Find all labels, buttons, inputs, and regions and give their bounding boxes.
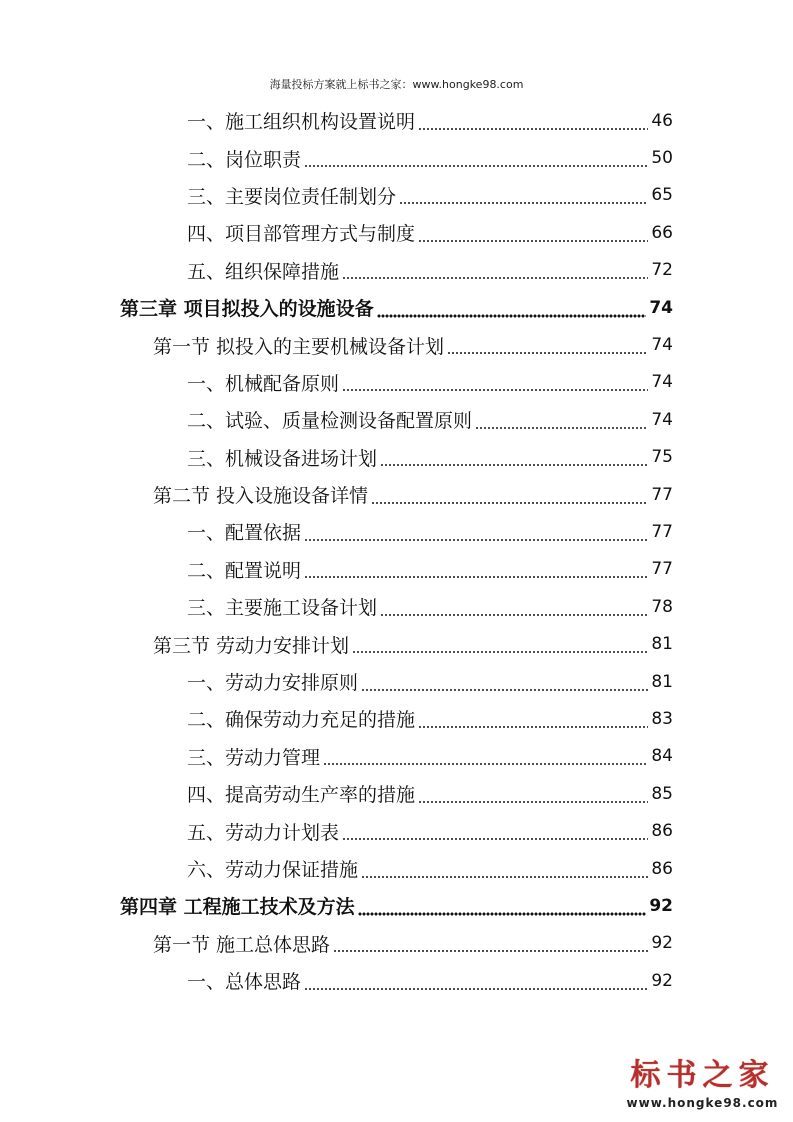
toc-subsection-entry[interactable]: [0, 102, 793, 139]
toc-dot-leader: [361, 682, 648, 692]
toc-page-number: 92: [651, 970, 673, 991]
toc-dot-leader: [333, 943, 648, 953]
toc-dot-leader: [361, 869, 648, 879]
toc-entry-title: 三、劳动力管理: [187, 746, 321, 769]
brand-logo: [620, 1058, 785, 1110]
toc-dot-leader: [304, 158, 648, 168]
toc-entry-title: 第二节 投入设施设备详情: [153, 485, 369, 508]
toc-subsection-entry[interactable]: [0, 439, 793, 476]
toc-page-number: 50: [651, 148, 673, 169]
toc-dot-leader: [304, 981, 648, 991]
toc-entry-title: 五、劳动力计划表: [187, 821, 340, 844]
toc-entry-title: 二、岗位职责: [187, 148, 302, 171]
toc-subsection-entry[interactable]: [0, 551, 793, 588]
toc-dot-leader: [304, 532, 648, 542]
toc-page-number: 83: [651, 708, 673, 729]
toc-entry-title: 三、机械设备进场计划: [187, 447, 378, 470]
toc-entry-title: 三、主要施工设备计划: [187, 597, 378, 620]
toc-entry-title: 二、配置说明: [187, 559, 302, 582]
toc-subsection-entry[interactable]: [0, 738, 793, 775]
toc-dot-leader: [342, 831, 648, 841]
toc-page-number: 74: [649, 297, 673, 318]
toc-dot-leader: [418, 719, 648, 729]
toc-subsection-entry[interactable]: [0, 588, 793, 625]
toc-entry-title: 一、总体思路: [187, 971, 302, 994]
toc-section-entry[interactable]: [0, 476, 793, 513]
toc-dot-leader: [352, 644, 648, 654]
toc-subsection-entry[interactable]: [0, 700, 793, 737]
toc-dot-leader: [380, 607, 648, 617]
toc-page-number: 92: [651, 933, 673, 954]
toc-dot-leader: [304, 569, 648, 579]
toc-entry-title: 一、配置依据: [187, 522, 302, 545]
toc-subsection-entry[interactable]: [0, 663, 793, 700]
toc-entry-title: 第一节 拟投入的主要机械设备计划: [153, 335, 445, 358]
toc-subsection-entry[interactable]: [0, 364, 793, 401]
toc-dot-leader: [377, 308, 647, 318]
logo-title: 标书之家: [630, 1058, 775, 1093]
table-of-contents: [0, 102, 793, 999]
toc-dot-leader: [418, 233, 648, 243]
toc-dot-leader: [342, 270, 648, 280]
toc-page-number: 75: [651, 447, 673, 468]
toc-subsection-entry[interactable]: [0, 214, 793, 251]
toc-entry-title: 四、提高劳动生产率的措施: [187, 784, 416, 807]
toc-entry-title: 第三节 劳动力安排计划: [153, 634, 350, 657]
toc-entry-title: 一、劳动力安排原则: [187, 672, 359, 695]
toc-subsection-entry[interactable]: [0, 812, 793, 849]
toc-entry-title: 一、施工组织机构设置说明: [187, 111, 416, 134]
toc-entry-title: 四、项目部管理方式与制度: [187, 223, 416, 246]
toc-entry-title: 三、主要岗位责任制划分: [187, 185, 397, 208]
toc-chapter-entry[interactable]: [0, 289, 793, 326]
toc-page-number: 85: [651, 783, 673, 804]
toc-page-number: 66: [651, 222, 673, 243]
toc-page-number: 92: [649, 895, 673, 916]
toc-dot-leader: [475, 420, 648, 430]
toc-dot-leader: [399, 195, 648, 205]
toc-dot-leader: [371, 495, 648, 505]
toc-section-entry[interactable]: [0, 925, 793, 962]
toc-dot-leader: [418, 121, 648, 131]
toc-page-number: 72: [651, 260, 673, 281]
toc-subsection-entry[interactable]: [0, 775, 793, 812]
toc-subsection-entry[interactable]: [0, 401, 793, 438]
toc-page-number: 86: [651, 858, 673, 879]
toc-entry-title: 第四章 工程施工技术及方法: [120, 896, 355, 919]
toc-page-number: 78: [651, 596, 673, 617]
toc-subsection-entry[interactable]: [0, 513, 793, 550]
toc-page-number: 77: [651, 521, 673, 542]
toc-dot-leader: [447, 345, 648, 355]
toc-page-number: 74: [651, 335, 673, 356]
toc-entry-title: 二、确保劳动力充足的措施: [187, 709, 416, 732]
page-header: 海量投标方案就上标书之家：www.hongke98.com: [269, 78, 524, 91]
toc-subsection-entry[interactable]: [0, 962, 793, 999]
toc-section-entry[interactable]: [0, 625, 793, 662]
toc-page-number: 84: [651, 746, 673, 767]
toc-entry-title: 二、试验、质量检测设备配置原则: [187, 410, 473, 433]
toc-page-number: 65: [651, 185, 673, 206]
toc-section-entry[interactable]: [0, 326, 793, 363]
toc-dot-leader: [358, 906, 647, 916]
toc-entry-title: 第一节 施工总体思路: [153, 933, 331, 956]
toc-chapter-entry[interactable]: [0, 887, 793, 924]
toc-subsection-entry[interactable]: [0, 177, 793, 214]
toc-entry-title: 第三章 项目拟投入的设施设备: [120, 298, 374, 321]
toc-entry-title: 五、组织保障措施: [187, 260, 340, 283]
toc-page-number: 74: [651, 372, 673, 393]
toc-page-number: 86: [651, 821, 673, 842]
toc-page-number: 74: [651, 409, 673, 430]
toc-dot-leader: [418, 794, 648, 804]
toc-page-number: 77: [651, 484, 673, 505]
logo-url: www.hongke98.com: [626, 1096, 779, 1110]
toc-dot-leader: [380, 457, 648, 467]
toc-page-number: 81: [651, 634, 673, 655]
toc-page-number: 46: [651, 110, 673, 131]
toc-subsection-entry[interactable]: [0, 850, 793, 887]
toc-entry-title: 六、劳动力保证措施: [187, 859, 359, 881]
toc-dot-leader: [342, 382, 648, 392]
toc-page-number: 81: [651, 671, 673, 692]
toc-entry-title: 一、机械配备原则: [187, 372, 340, 395]
toc-subsection-entry[interactable]: [0, 139, 793, 176]
toc-page-number: 77: [651, 559, 673, 580]
toc-dot-leader: [323, 756, 648, 766]
toc-subsection-entry[interactable]: [0, 252, 793, 289]
